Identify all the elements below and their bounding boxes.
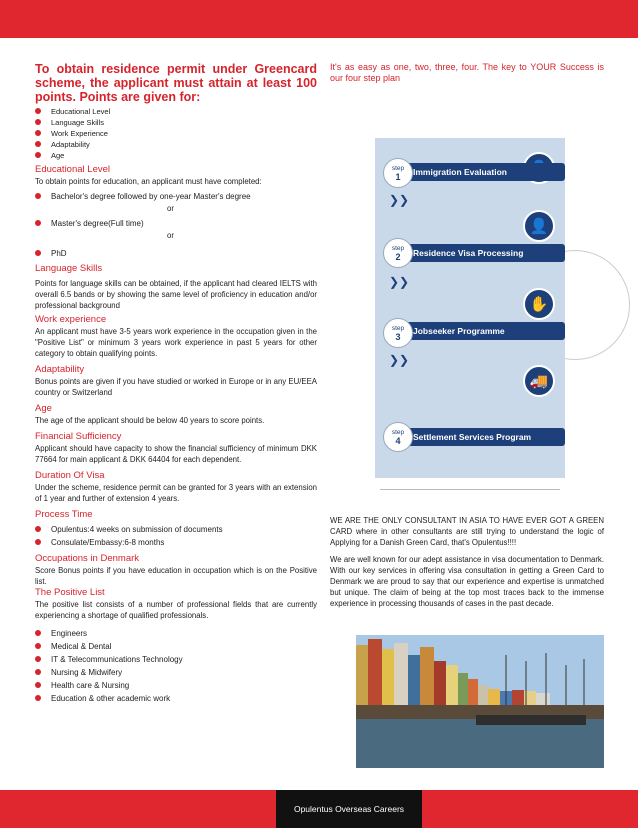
steps-intro: It's as easy as one, two, three, four. The key to YOUR Success is our four step plan (330, 62, 604, 83)
list-item: Opulentus:4 weeks on submission of documents (35, 523, 317, 536)
description-paragraph-1: WE ARE THE ONLY CONSULTANT IN ASIA TO HAVE EVER GOT A GREEN CARD where in other consultants are still trying to understand the logic of Applying for a Danish Green Card, that's Opulentus!!!! (330, 516, 604, 547)
language-text: Points for language skills can be obtained, if the applicant had cleared IELTS with overall 6.5 bands or by showing the same level of proficiency in education and/or professional background (35, 279, 317, 310)
process-list (35, 523, 317, 549)
step-2-badge: step 2 (383, 238, 413, 268)
step-4-badge: step 4 (383, 422, 413, 452)
list-item: Master's degree(Full time) (35, 217, 317, 230)
positive-text: The positive list consists of a number of professional fields that are currently experiencing a shortage of qualified professionals. (35, 600, 317, 620)
list-item: Work Experience (35, 128, 317, 139)
list-item: Adaptability (35, 139, 317, 150)
occupations-heading: Occupations in Denmark (35, 553, 140, 564)
chevron-down-icon: ❯❯ (389, 275, 410, 289)
process-heading: Process Time (35, 509, 93, 520)
company-description (330, 515, 604, 615)
bullet-icon (35, 526, 41, 532)
positive-list (35, 627, 317, 705)
criteria-list (35, 106, 317, 161)
step-1-label: Immigration Evaluation (405, 163, 565, 181)
chevron-down-icon: ❯❯ (389, 193, 410, 207)
list-item: Education & other academic work (35, 692, 317, 705)
bullet-icon (35, 250, 41, 256)
age-text: The age of the applicant should be below 40 years to score points. (35, 416, 265, 425)
description-paragraph-2: We are well known for our adept assistance in visa documentation to Denmark. With our key services in offering visa consultation in getting a Green Card to Denmark we are proud to say that our experience and expertise is unmatched but unique. The claim of being at the top most traces back to the immense experience in processing thousands of cases in the past decade. (330, 555, 604, 608)
bullet-icon (35, 130, 41, 136)
list-item: Medical & Dental (35, 640, 317, 653)
visa-text: Under the scheme, residence permit can be granted for 3 years with an extension of 1 year and further of extension 4 years. (35, 483, 317, 503)
list-item: Health care & Nursing (35, 679, 317, 692)
step-4-label: Settlement Services Program (405, 428, 565, 446)
financial-heading: Financial Sufficiency (35, 431, 122, 442)
chevron-down-icon: ❯❯ (389, 353, 410, 367)
positive-heading: The Positive List (35, 587, 105, 598)
list-item: Engineers (35, 627, 317, 640)
education-options (35, 190, 317, 203)
right-column (330, 62, 604, 84)
work-heading: Work experience (35, 314, 107, 325)
bullet-icon (35, 119, 41, 125)
footer-company-name: Opulentus Overseas Careers (276, 790, 422, 828)
bullet-icon (35, 630, 41, 636)
bullet-icon (35, 152, 41, 158)
list-item: Educational Level (35, 106, 317, 117)
list-item: Consulate/Embassy:6-8 months (35, 536, 317, 549)
age-heading: Age (35, 403, 52, 414)
step-3-badge: step 3 (383, 318, 413, 348)
bullet-icon (35, 220, 41, 226)
main-title: To obtain residence permit under Greencard scheme, the applicant must attain at least 100 points. Points are given for: (35, 62, 317, 104)
adaptability-heading: Adaptability (35, 364, 85, 375)
bullet-icon (35, 193, 41, 199)
bullet-icon (35, 643, 41, 649)
occupations-text: Score Bonus points if you have education in occupation which is on the Positive list. (35, 566, 317, 586)
step-3-label: Jobseeker Programme (405, 322, 565, 340)
bullet-icon (35, 108, 41, 114)
left-column (35, 62, 317, 705)
step-2-label: Residence Visa Processing (405, 244, 565, 262)
financial-text: Applicant should have capacity to show the financial sufficiency of minimum DKK 77664 for main applicant & DKK 64404 for each dependent. (35, 444, 317, 464)
list-item: IT & Telecommunications Technology (35, 653, 317, 666)
bullet-icon (35, 695, 41, 701)
bullet-icon (35, 656, 41, 662)
work-text: An applicant must have 3-5 years work experience in the occupation given in the "Positive List" or minimum 3 years work experience in past 5 years for other category to obtain qualifying points. (35, 327, 317, 358)
visa-heading: Duration Of Visa (35, 470, 105, 481)
education-options-3 (35, 247, 317, 260)
top-banner (0, 0, 638, 38)
step-1-badge: step 1 (383, 158, 413, 188)
education-heading: Educational Level (35, 164, 110, 175)
language-heading: Language Skills (35, 263, 103, 274)
education-intro: To obtain points for education, an applicant must have completed: (35, 177, 262, 186)
or-label: or (167, 204, 174, 213)
list-item: Nursing & Midwifery (35, 666, 317, 679)
list-item: Age (35, 150, 317, 161)
passport-person-icon: 👤 (523, 210, 555, 242)
list-item: PhD (35, 247, 317, 260)
list-item: Bachelor's degree followed by one-year Master's degree (35, 190, 317, 203)
bullet-icon (35, 669, 41, 675)
adaptability-text: Bonus points are given if you have studied or worked in Europe or in any EU/EEA country or Switzerland (35, 377, 317, 397)
copenhagen-nyhavn-photo (356, 635, 604, 768)
bullet-icon (35, 539, 41, 545)
bullet-icon (35, 141, 41, 147)
truck-icon: 🚚 (523, 365, 555, 397)
bullet-icon (35, 682, 41, 688)
or-label: or (167, 231, 174, 240)
education-options-2 (35, 217, 317, 230)
list-item: Language Skills (35, 117, 317, 128)
handshake-icon: ✋ (523, 288, 555, 320)
